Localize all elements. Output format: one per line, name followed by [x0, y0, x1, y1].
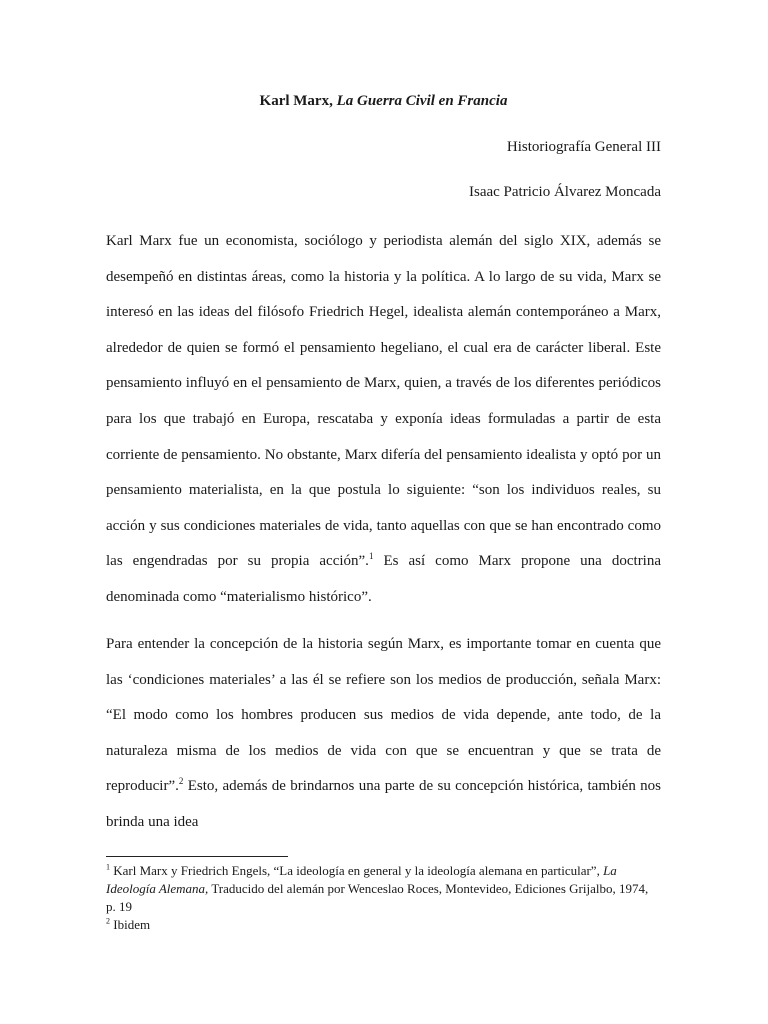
footnote-separator [106, 856, 288, 857]
footnote-reference[interactable]: 2 [178, 776, 184, 787]
body-paragraph [106, 627, 661, 841]
footnote [106, 916, 661, 934]
paragraph-text: Es así como Marx propone una doctrina denominada como “materialismo histórico”. [106, 553, 662, 605]
body-paragraph [106, 224, 661, 616]
footnote [106, 862, 661, 916]
student-name: Isaac Patricio Álvarez Moncada [469, 184, 661, 200]
footnote-text: Traducido del alemán por Wenceslao Roces, Montevideo, Ediciones Grijalbo, 1974, p. 19 [106, 881, 649, 914]
footnote-mark: 2 [106, 916, 110, 926]
paragraph-text: Esto, además de brindarnos una parte de su concepción histórica, también nos brinda una idea [106, 778, 661, 830]
document-page [106, 0, 661, 1024]
footnote-italic-title: La Ideología Alemana, [106, 863, 617, 896]
title-author: Karl Marx, [259, 93, 333, 109]
footnote-mark: 1 [106, 862, 110, 872]
footnote-text: Ibidem [110, 917, 151, 932]
paragraph-text: Para entender la concepción de la historia según Marx, es importante tomar en cuenta que las ‘condiciones materiales’ a las él se refiere son los medios de producción, señala Marx: “El modo como los hombres producen sus medios de vida depende, ante todo, de la naturaleza misma de los medios de vida con que se encuentran y que se trata de reproducir”. [106, 636, 661, 795]
document-title [106, 90, 661, 112]
footnotes-section [106, 862, 661, 934]
course-name: Historiografía General III [506, 139, 661, 155]
title-work: La Guerra Civil en Francia [336, 93, 508, 109]
paragraph-text: Karl Marx fue un economista, sociólogo y periodista alemán del siglo XIX, además se desempeñó en distintas áreas, como la historia y la política. A lo largo de su vida, Marx se interesó en las ideas del filósofo Friedrich Hegel, idealista alemán contemporáneo a Marx, alrededor de quien se formó el pensamiento hegeliano, el cual era de carácter liberal. Este pensamiento influyó en el pensamiento de Marx, quien, a través de los diferentes periódicos para los que trabajó en Europa, rescataba y exponía ideas formuladas a partir de esta corriente de pensamiento. No obstante, Marx difería del pensamiento idealista y optó por un pensamiento materialista, en la que postula lo siguiente: “son los individuos reales, su acción y sus condiciones materiales de vida, tanto aquellas con que se han encontrado como las engendradas por su propia acción”. [106, 233, 661, 570]
footnote-text: Karl Marx y Friedrich Engels, “La ideología en general y la ideología alemana en particular”, [110, 863, 604, 878]
footnote-reference[interactable]: 1 [368, 551, 374, 562]
